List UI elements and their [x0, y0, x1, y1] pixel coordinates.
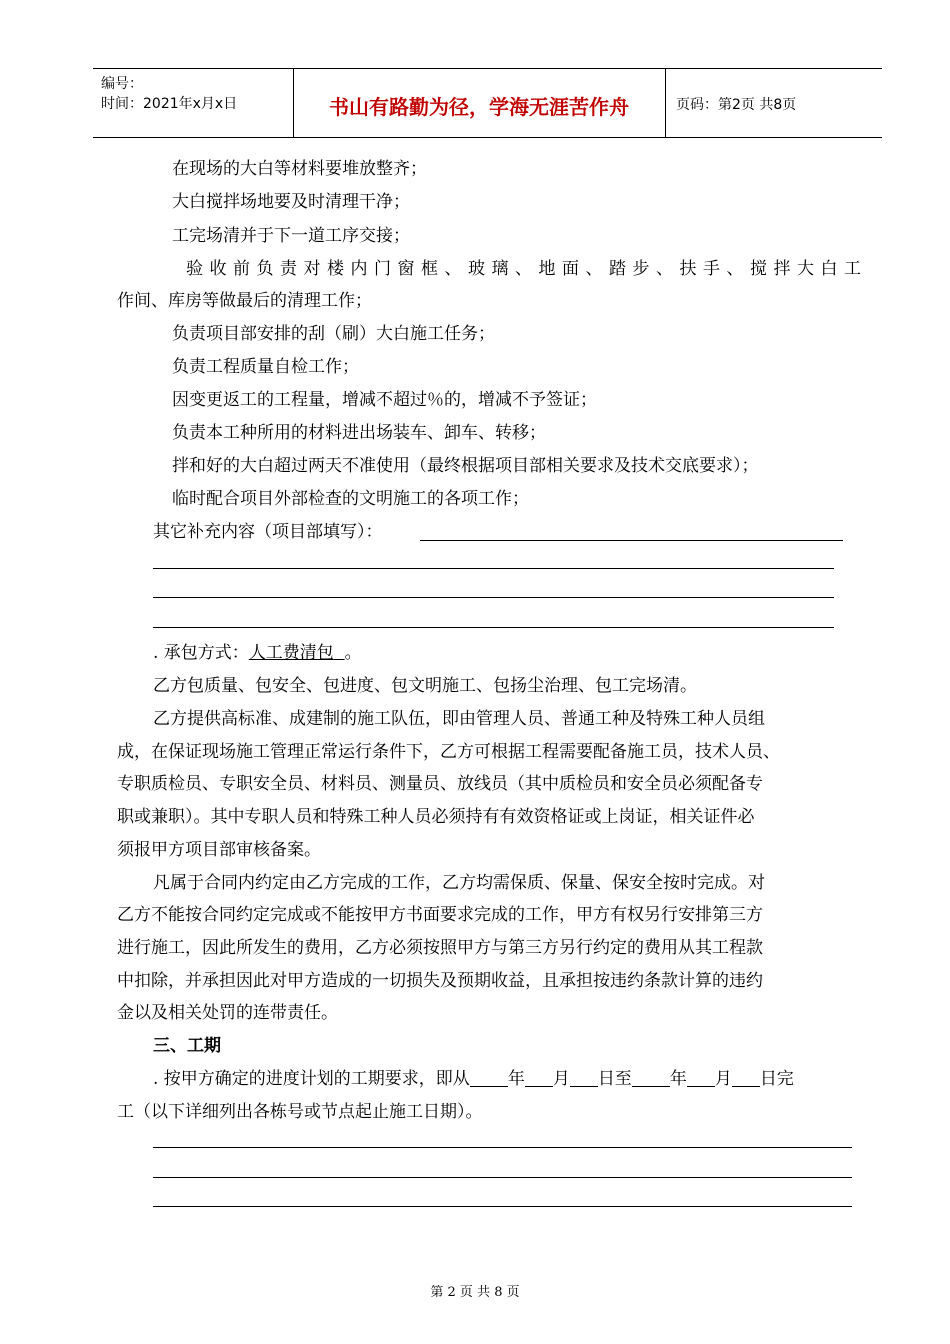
duty-line: 工完场清并于下一道工序交接； [172, 226, 410, 246]
section-heading: 三、工期 [153, 1036, 221, 1056]
header-motto-cell [293, 69, 666, 137]
year-label: 年 [669, 1069, 687, 1089]
duty-line: 在现场的大白等材料要堆放整齐； [172, 159, 427, 179]
page-footer: 第 2 页 共 8 页 [430, 1285, 520, 1300]
end-month-field[interactable] [687, 1068, 715, 1087]
schedule-detail-input-line[interactable] [153, 1177, 852, 1178]
year-label: 年 [507, 1069, 525, 1089]
header-page-info: 页码：第2页 共8页 [676, 97, 797, 113]
schedule-line-2: 工（以下详细列出各栋号或节点起止施工日期）。 [117, 1102, 483, 1122]
contract-method-suffix: 。 [344, 643, 362, 663]
month-label: 月 [552, 1069, 570, 1089]
contract-method-pad [334, 643, 345, 663]
duty-line: 因变更返工的工程量，增减不超过％的，增减不予签证； [172, 390, 597, 410]
day-to-label: 日至 [597, 1069, 632, 1089]
contract-paragraph-2-line: 乙方提供高标准、成建制的施工队伍，即由管理人员、普通工种及特殊工种人员组 [153, 709, 765, 729]
other-content-input-line[interactable] [153, 627, 834, 628]
duty-line: 作间、库房等做最后的清理工作； [117, 291, 372, 311]
schedule-detail-input-line[interactable] [153, 1206, 852, 1207]
start-day-field[interactable] [570, 1068, 598, 1087]
start-month-field[interactable] [525, 1068, 553, 1087]
schedule-detail-input-line[interactable] [153, 1147, 852, 1148]
contract-paragraph-2-line: 须报甲方项目部审核备案。 [117, 840, 321, 860]
duty-line: 大白搅拌场地要及时清理干净； [172, 192, 410, 212]
contract-method-value: 人工费清包 [248, 643, 334, 663]
other-content-input-line[interactable] [153, 597, 834, 598]
day-end-label: 日完 [759, 1069, 794, 1089]
start-year-field[interactable] [470, 1068, 508, 1087]
duty-line: 临时配合项目外部检查的文明施工的各项工作； [172, 489, 529, 509]
contract-paragraph-2-line: 专职质检员、专职安全员、材料员、测量员、放线员（其中质检员和安全员必须配备专 [117, 774, 763, 794]
other-content-label: 其它补充内容（项目部填写）： [153, 522, 383, 542]
contract-method-line [153, 642, 362, 664]
header-number: 编号： [101, 76, 143, 92]
header-time: 时间：2021年x月x日 [101, 96, 238, 112]
contract-paragraph-3-line: 乙方不能按合同约定完成或不能按甲方书面要求完成的工作，甲方有权另行安排第三方 [117, 905, 763, 925]
contract-method-prefix: . 承包方式： [153, 643, 249, 663]
other-content-input-line[interactable] [153, 568, 834, 569]
contract-paragraph-3-line: 凡属于合同内约定由乙方完成的工作，乙方均需保质、保量、保安全按时完成。对 [153, 873, 765, 893]
duty-line: 负责项目部安排的刮（刷）大白施工任务； [172, 324, 495, 344]
end-day-field[interactable] [732, 1068, 760, 1087]
duty-line: 验收前负责对楼内门窗框、玻璃、地面、踏步、扶手、搅拌大白工 [186, 259, 868, 279]
schedule-line [153, 1068, 794, 1090]
contract-paragraph-3-line: 中扣除，并承担因此对甲方造成的一切损失及预期收益，且承担按违约条款计算的违约 [117, 971, 763, 991]
header-motto: 书山有路勤为径，学海无涯苦作舟 [329, 95, 629, 119]
contract-paragraph-2-line: 成，在保证现场施工管理正常运行条件下，乙方可根据工程需要配备施工员，技术人员、 [117, 742, 780, 762]
schedule-prefix: . 按甲方确定的进度计划的工期要求，即从 [153, 1069, 470, 1089]
end-year-field[interactable] [632, 1068, 670, 1087]
page-header [93, 68, 882, 138]
contract-paragraph-1: 乙方包质量、包安全、包进度、包文明施工、包扬尘治理、包工完场清。 [153, 676, 697, 696]
duty-line: 拌和好的大白超过两天不准使用（最终根据项目部相关要求及技术交底要求）； [172, 456, 759, 476]
month-label: 月 [714, 1069, 732, 1089]
header-page-cell [666, 69, 882, 137]
contract-paragraph-2-line: 职或兼职）。其中专职人员和特殊工种人员必须持有有效资格证或上岗证，相关证件必 [117, 807, 755, 827]
duty-line: 负责工程质量自检工作； [172, 357, 359, 377]
duty-line: 负责本工种所用的材料进出场装车、卸车、转移； [172, 423, 546, 443]
contract-paragraph-3-line: 金以及相关处罚的连带责任。 [117, 1003, 338, 1023]
contract-paragraph-3-line: 进行施工，因此所发生的费用，乙方必须按照甲方与第三方另行约定的费用从其工程款 [117, 938, 763, 958]
header-meta-cell [93, 69, 294, 137]
other-content-input-line[interactable] [420, 540, 843, 541]
